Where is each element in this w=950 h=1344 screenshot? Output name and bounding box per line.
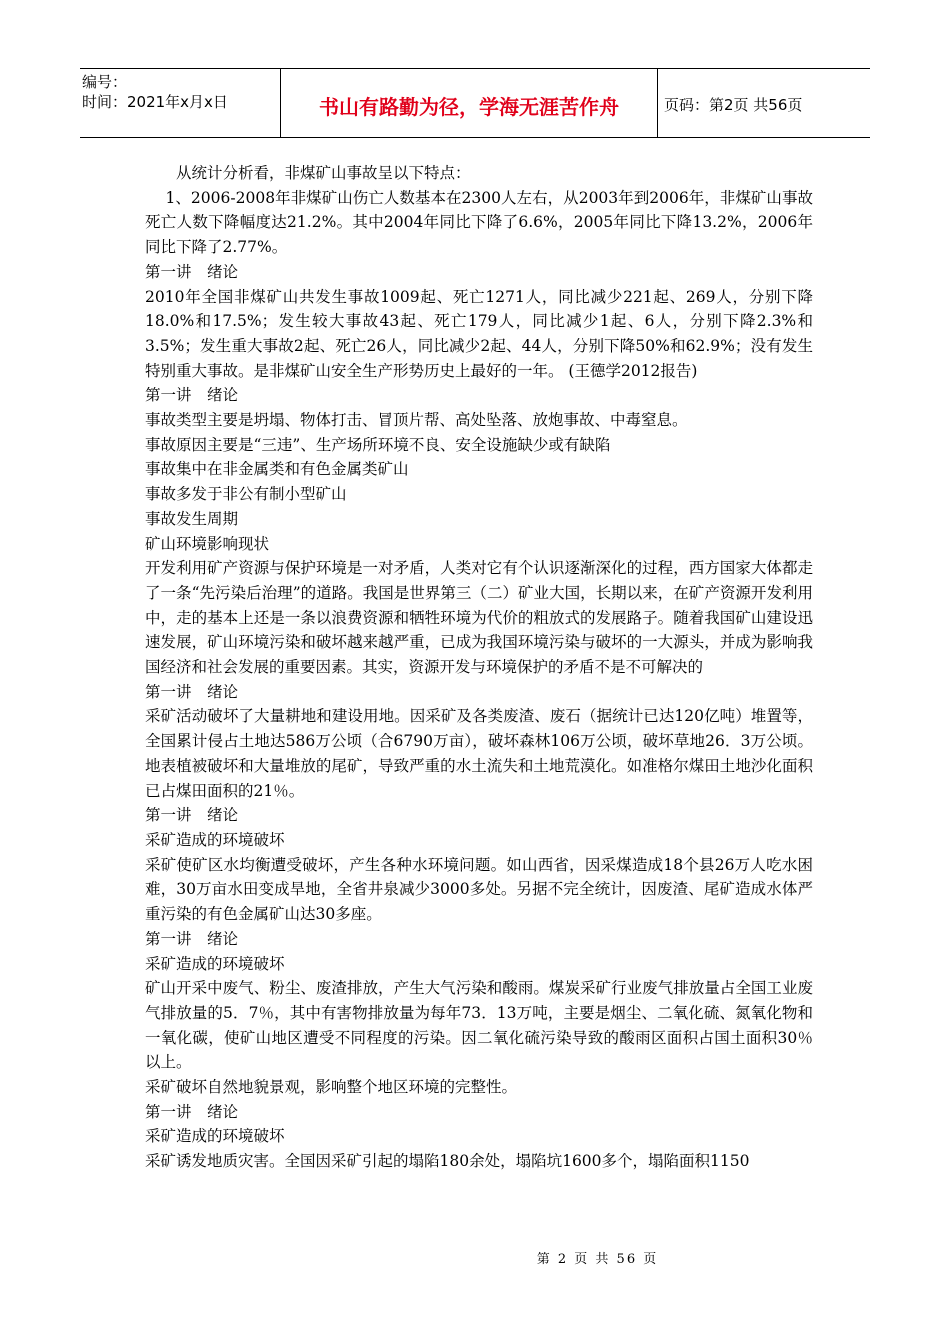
subheading: 矿山环境影响现状	[145, 534, 270, 553]
paragraph: 2010年全国非煤矿山共发生事故1009起、死亡1271人，同比减少221起、269人，分别下降18.0%和17.5%；发生较大事故43起、死亡179人，同比减少1起、6人，分别下降2.3%和3.5%；发生重大事故2起、死亡26人，同比减少2起、44人，分别下降50%和62.9%；没有发生特别重大事故。是非煤矿山安全生产形势历史上最好的一年。 (王德学2012报告)	[145, 287, 813, 380]
paragraph: 事故多发于非公有制小型矿山	[145, 485, 347, 504]
page-header	[80, 68, 870, 138]
paragraph: 开发利用矿产资源与保护环境是一对矛盾，人类对它有个认识逐渐深化的过程，西方国家大体都走了一条“先污染后治理”的道路。我国是世界第三（二）矿业大国，长期以来，在矿产资源开发利用中，走的基本上还是一条以浪费资源和牺牲环境为代价的粗放式的发展路子。随着我国矿山建设迅速发展，矿山环境污染和破坏越来越严重，已成为我国环境污染与破坏的一大源头，并成为影响我国经济和社会发展的重要因素。其实，资源开发与环境保护的矛盾不是不可解决的	[145, 559, 813, 677]
section-heading: 第一讲 绪论	[145, 806, 239, 825]
paragraph: 矿山开采中废气、粉尘、废渣排放，产生大气污染和酸雨。煤炭采矿行业废气排放量占全国工业废气排放量的5．7％，其中有害物排放量为每年73．13万吨，主要是烟尘、二氧化硫、氮氧化物和一氧化碳，使矿山地区遭受不同程度的污染。因二氧化硫污染导致的酸雨区面积占国土面积30％以上。	[145, 979, 813, 1072]
paragraph: 事故类型主要是坍塌、物体打击、冒顶片帮、高处坠落、放炮事故、中毒窒息。	[145, 411, 688, 430]
paragraph: 事故发生周期	[145, 509, 239, 528]
header-page-info: 页码：第2页 共56页	[664, 95, 803, 114]
paragraph: 事故集中在非金属类和有色金属类矿山	[145, 460, 409, 479]
section-heading: 第一讲 绪论	[145, 262, 239, 281]
paragraph: 从统计分析看，非煤矿山事故呈以下特点：	[145, 164, 471, 182]
header-meta	[80, 69, 281, 137]
code-label: 编号：	[82, 73, 128, 91]
subheading: 采矿造成的环境破坏	[145, 830, 285, 849]
paragraph: 采矿诱发地质灾害。全国因采矿引起的塌陷180余处，塌陷坑1600多个，塌陷面积1150	[145, 1152, 750, 1171]
header-motto: 书山有路勤为径，学海无涯苦作舟	[281, 69, 658, 137]
paragraph: 1、2006-2008年非煤矿山伤亡人数基本在2300人左右，从2003年到2006年，非煤矿山事故死亡人数下降幅度达21.2%。其中2004年同比下降了6.6%，2005年同比下降13.2%，2006年同比下降了2.77%。	[145, 188, 813, 257]
paragraph: 事故原因主要是“三违”、生产场所环境不良、安全设施缺少或有缺陷	[145, 435, 611, 454]
document-body	[145, 161, 813, 1174]
time-label: 时间：2021年x月x日	[82, 93, 228, 111]
subheading: 采矿造成的环境破坏	[145, 1127, 285, 1146]
section-heading: 第一讲 绪论	[145, 929, 239, 948]
paragraph: 采矿使矿区水均衡遭受破坏，产生各种水环境问题。如山西省，因采煤造成18个县26万人吃水困难，30万亩水田变成旱地，全省井泉减少3000多处。另据不完全统计，因废渣、尾矿造成水体严重污染的有色金属矿山达30多座。	[145, 855, 813, 924]
paragraph: 采矿活动破坏了大量耕地和建设用地。因采矿及各类废渣、废石（据统计已达120亿吨）堆置等，全国累计侵占土地达586万公顷（合6790万亩），破坏森林106万公顷，破坏草地26．3万公顷。地表植被破坏和大量堆放的尾矿，导致严重的水土流失和土地荒漠化。如准格尔煤田土地沙化面积已占煤田面积的21％。	[145, 707, 813, 800]
page-footer: 第 2 页 共 56 页	[536, 1252, 659, 1267]
section-heading: 第一讲 绪论	[145, 386, 239, 405]
subheading: 采矿造成的环境破坏	[145, 954, 285, 973]
section-heading: 第一讲 绪论	[145, 682, 239, 701]
paragraph: 采矿破坏自然地貌景观，影响整个地区环境的完整性。	[145, 1078, 518, 1097]
section-heading: 第一讲 绪论	[145, 1102, 239, 1121]
